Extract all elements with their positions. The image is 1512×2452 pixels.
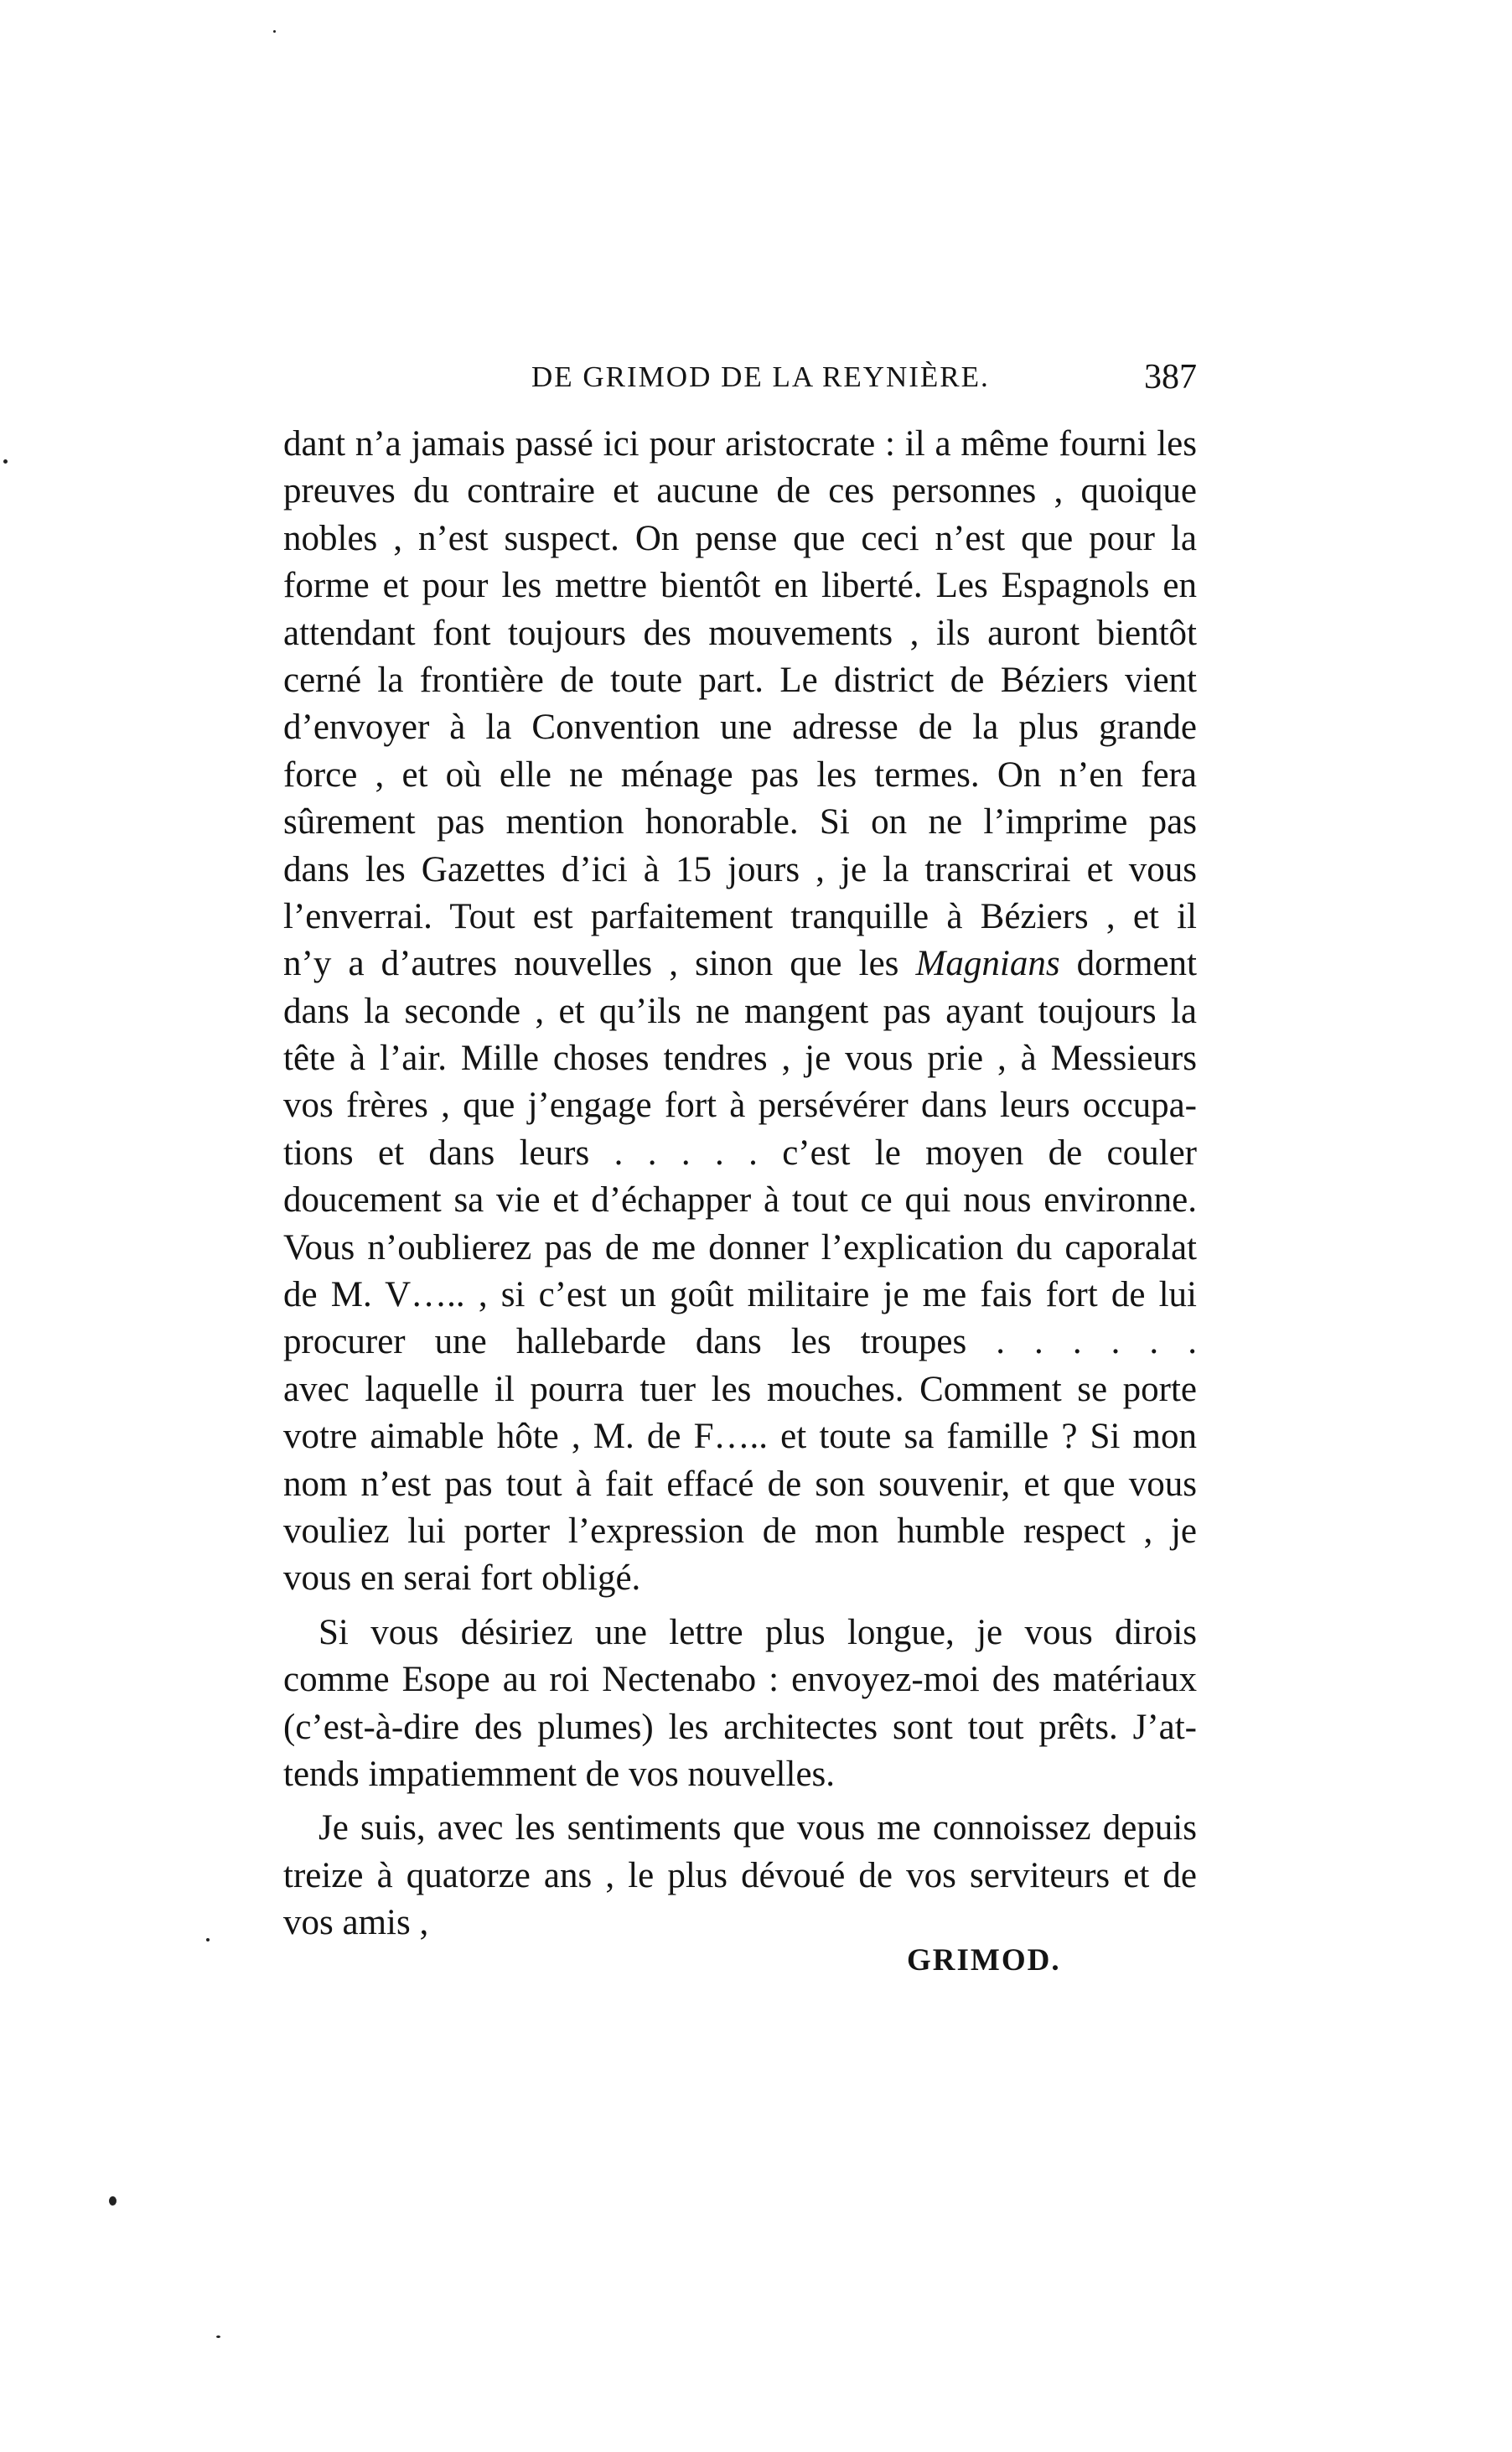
- text-line: vouliez lui porter l’expression de mon humble respect , je: [283, 1511, 1197, 1551]
- text-line: procurer une hallebarde dans les troupes . . . . . .: [283, 1322, 1197, 1362]
- scan-speck: [206, 1938, 210, 1941]
- letter-text: [283, 421, 1197, 1947]
- text-line: nom n’est pas tout à fait effacé de son souvenir, et que vous: [283, 1464, 1197, 1504]
- scan-speck: [216, 2335, 220, 2338]
- running-title: DE GRIMOD DE LA REYNIÈRE.: [531, 360, 990, 393]
- text-line: l’enverrai. Tout est parfaitement tranquille à Béziers , et il: [283, 896, 1197, 936]
- text-line: tions et dans leurs . . . . . c’est le moyen de couler: [283, 1133, 1197, 1173]
- text-line: vos amis ,: [283, 1903, 429, 1943]
- text-line: forme et pour les mettre bientôt en liberté. Les Espagnols en: [283, 566, 1197, 606]
- text-line: force , et où elle ne ménage pas les termes. On n’en fera: [283, 754, 1197, 795]
- text-line: tends impatiemment de vos nouvelles.: [283, 1754, 836, 1794]
- paragraph-3: [283, 1805, 1197, 1947]
- text-line: votre aimable hôte , M. de F….. et toute sa famille ? Si mon: [283, 1417, 1197, 1457]
- text-line: Vous n’oublierez pas de me donner l’explication du caporalat: [283, 1227, 1197, 1267]
- text-line: vous en serai fort obligé.: [283, 1558, 641, 1599]
- italic-word: Magnians: [915, 944, 1060, 984]
- text-line: preuves du contraire et aucune de ces personnes , quoique: [283, 471, 1197, 511]
- paragraph-2: [283, 1610, 1197, 1799]
- text-line: vos frères , que j’engage fort à persévérer dans leurs occupa-: [283, 1086, 1197, 1126]
- text-line: dans les Gazettes d’ici à 15 jours , je la transcrirai et vous: [283, 849, 1197, 889]
- scan-speck: [3, 459, 8, 464]
- text-line: attendant font toujours des mouvements , ils auront bientôt: [283, 613, 1197, 653]
- text-line: n’y a d’autres nouvelles , sinon que les Magnians dorment: [283, 944, 1197, 984]
- text-line: doucement sa vie et d’échapper à tout ce qui nous environne.: [283, 1180, 1197, 1221]
- text-line: cerné la frontière de toute part. Le district de Béziers vient: [283, 660, 1197, 700]
- text-line: de M. V….. , si c’est un goût militaire je me fais fort de lui: [283, 1275, 1197, 1315]
- text-line: dans la seconde , et qu’ils ne mangent pas ayant toujours la: [283, 991, 1197, 1031]
- scan-speck: [273, 30, 276, 33]
- text-line: nobles , n’est suspect. On pense que ceci n’est que pour la: [283, 518, 1197, 558]
- page-number: 387: [1144, 358, 1197, 397]
- text-line: (c’est-à-dire des plumes) les architectes sont tout prêts. J’at-: [283, 1707, 1197, 1747]
- scan-speck: [109, 2196, 117, 2206]
- text-line: sûrement pas mention honorable. Si on ne l’imprime pas: [283, 802, 1197, 842]
- text-line: d’envoyer à la Convention une adresse de la plus grande: [283, 708, 1197, 748]
- page-header: [283, 350, 1197, 409]
- text-line: avec laquelle il pourra tuer les mouches. Comment se porte: [283, 1369, 1197, 1409]
- signature: GRIMOD.: [907, 1943, 1061, 1978]
- text-line: dant n’a jamais passé ici pour aristocrate : il a même fourni les: [283, 424, 1197, 464]
- text-line: tête à l’air. Mille choses tendres , je vous prie , à Messieurs: [283, 1039, 1197, 1079]
- paragraph-1: [283, 421, 1197, 1603]
- text-line: Si vous désiriez une lettre plus longue, je vous dirois: [318, 1612, 1197, 1652]
- text-line: Je suis, avec les sentiments que vous me connoissez depuis: [318, 1808, 1197, 1848]
- text-line: comme Esope au roi Nectenabo : envoyez-moi des matériaux: [283, 1660, 1197, 1700]
- text-line: treize à quatorze ans , le plus dévoué de vos serviteurs et de: [283, 1855, 1197, 1895]
